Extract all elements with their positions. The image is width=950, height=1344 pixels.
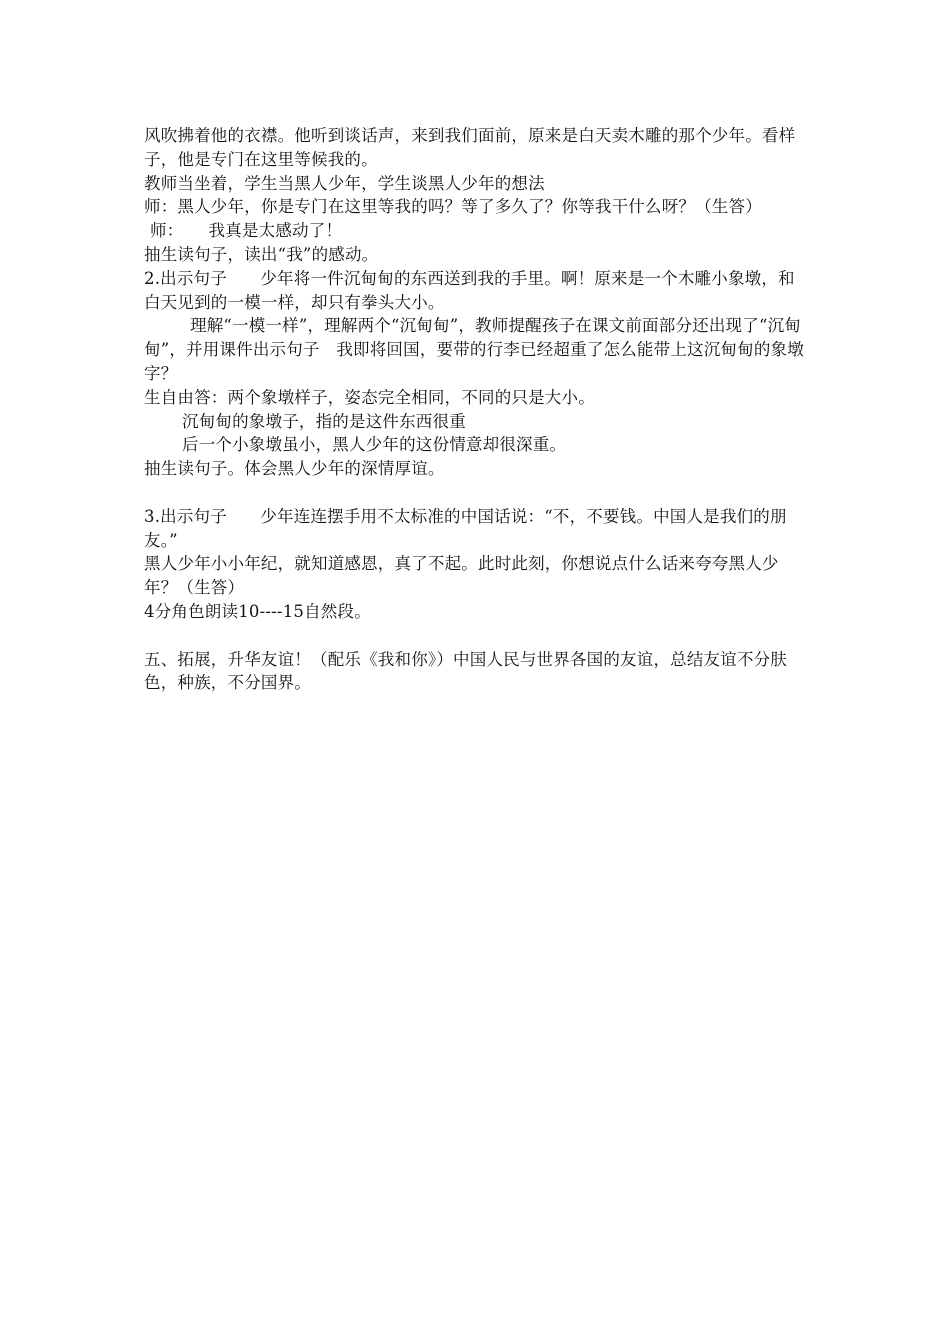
- paragraph-6: 2.出示句子 少年将一件沉甸甸的东西送到我的手里。啊！原来是一个木雕小象墩，和白天见到的一模一样，却只有拳头大小。: [144, 268, 795, 312]
- paragraph-11: 抽生读句子。体会黑人少年的深情厚谊。: [144, 459, 445, 479]
- paragraph-1: 风吹拂着他的衣襟。他听到谈话声，来到我们面前，原来是白天卖木雕的那个少年。看样子，他是专门在这里等候我的。: [144, 126, 796, 169]
- paragraph-10: 后一个小象墩虽小，黑人少年的这份情意却很深重。: [182, 435, 567, 455]
- document-body: [144, 124, 810, 695]
- blank-line: [144, 481, 810, 505]
- paragraph-7-text: 理解“一模一样”，理解两个“沉甸甸”，教师提醒孩子在课文前面部分还出现了“沉甸甸”，并用课件出示句子 我即将回国，要带的行李已经超重了怎么能带上这沉甸甸的象墩字？: [144, 316, 804, 383]
- paragraph-12: 3.出示句子 少年连连摆手用不太标准的中国话说：“不，不要钱。中国人是我们的朋友。”: [144, 506, 787, 550]
- paragraph-5: 抽生读句子，读出“我”的感动。: [144, 244, 379, 264]
- paragraph-8: 生自由答：两个象墩样子，姿态完全相同，不同的只是大小。: [144, 387, 595, 407]
- blank-line: [144, 624, 810, 648]
- paragraph-4: 师： 我真是太感动了！: [150, 221, 343, 241]
- paragraph-15: 五、拓展，升华友谊！（配乐《我和你》）中国人民与世界各国的友谊，总结友谊不分肤色，种族，不分国界。: [144, 649, 788, 693]
- paragraph-14: 4分角色朗读10----15自然段。: [144, 601, 371, 621]
- paragraph-7: [144, 314, 810, 385]
- paragraph-13: 黑人少年小小年纪，就知道感恩，真了不起。此时此刻，你想说点什么话来夸夸黑人少年？（生答）: [144, 554, 779, 598]
- paragraph-2: 教师当坐着，学生当黑人少年，学生谈黑人少年的想法: [144, 173, 545, 193]
- paragraph-9: 沉甸甸的象墩子，指的是这件东西很重: [182, 411, 466, 431]
- paragraph-3: 师：黑人少年，你是专门在这里等我的吗？等了多久了？你等我干什么呀？（生答）: [144, 197, 762, 217]
